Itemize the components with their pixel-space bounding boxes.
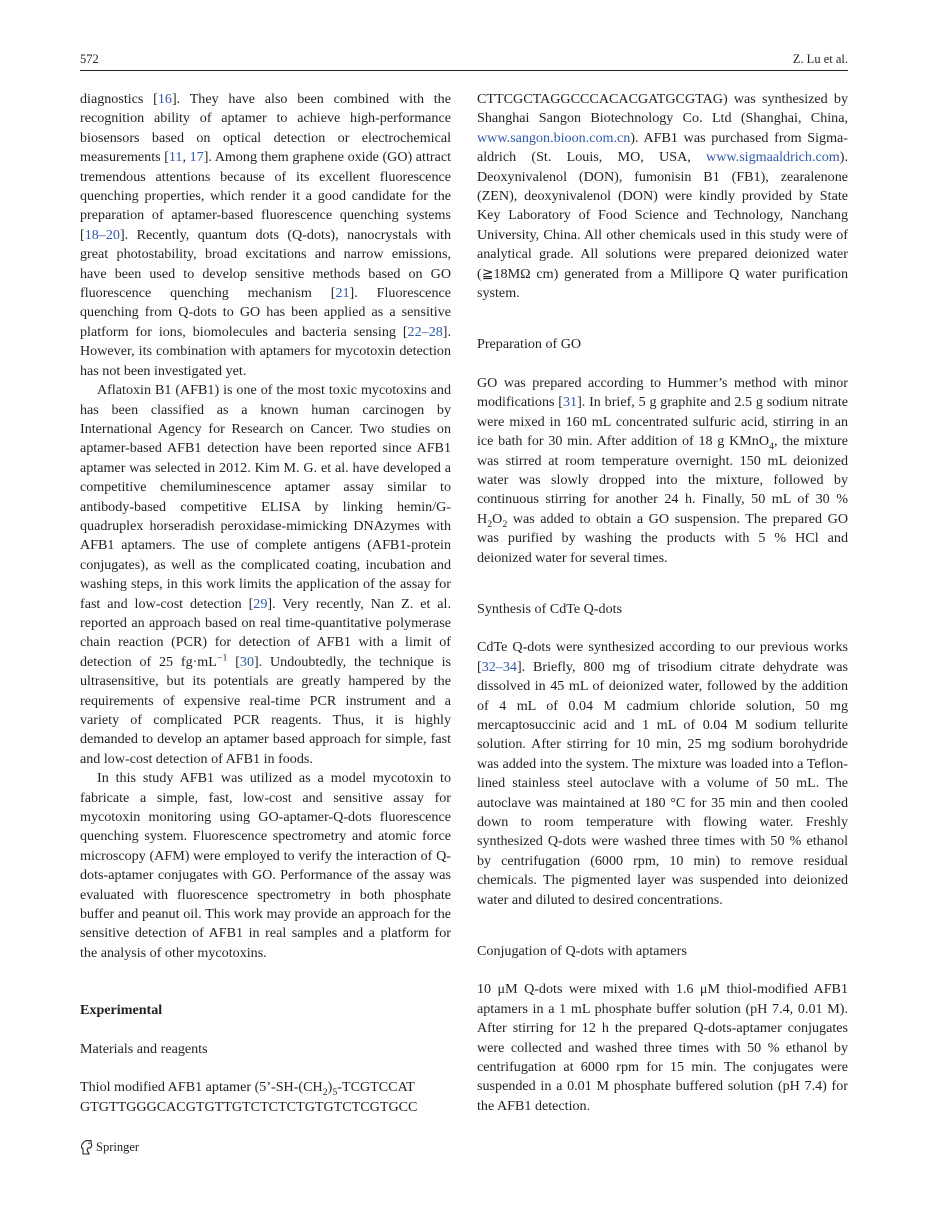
citation-link[interactable]: 18–20: [84, 226, 120, 243]
citation-link[interactable]: 32–34: [481, 658, 517, 675]
running-authors: Z. Lu et al.: [792, 52, 848, 66]
springer-horse-icon: [80, 1140, 93, 1155]
subsection-heading-conjugation: Conjugation of Q-dots with aptamers: [477, 943, 687, 960]
citation-link[interactable]: 11: [168, 149, 183, 166]
citation-link[interactable]: 16: [157, 91, 172, 107]
paragraph-conjugation: 10 μM Q-dots were mixed with 1.6 μM thiol-modified AFB1 aptamers in a 1 mL phosphate buffer solution (pH 7.4, 0.01 M). After stirring for 12 h the prepared Q-dots-aptamer conjugates were collected and washed three times with 50 % ethanol by centrifugation at 6000 rpm for 15 min. The conjugates were suspended in a 0.01 M phosphate buffered solution (pH 7.4) for the AFB1 detection.: [477, 981, 848, 1114]
website-link[interactable]: www.sangon.bioon.com.cn: [477, 129, 631, 146]
citation-link[interactable]: 29: [253, 595, 268, 612]
paragraph-intro-continued: diagnostics [16]. They have also been combined with the recognition ability of aptamer to achieve high-performance biosensors based on optical detection or electrochemical measurements [11, 17]. Among them graphene oxide (GO) attract tremendous attentions because of its excellent fluorescence quenching properties, which render it a good candidate for the preparation of aptamer-based fluorescence quenching systems [18–20]. Recently, quantum dots (Q-dots), nanocrystals with great photostability, broad excitations and narrow emissions, have been used to develop sensitive methods based on GO fluorescence quenching mechanism [21]. Fluorescence quenching from Q-dots to GO has been applied as a sensitive platform for ions, biomolecules and bacteria sensing [22–28]. However, its combination with aptamers for mycotoxin detection has not been investigated yet.: [80, 91, 452, 379]
paragraph-go: GO was prepared according to Hummer’s method with minor modifications [31]. In brief, 5 g graphite and 2.5 g sodium nitrate were mixed in 160 mL concentrated sulfuric acid, stirring in an ice bath for 30 min. After addition of 18 g KMnO$_4$, the mixture was stirred at room temperature overnight. 150 mL deionized water was slowly dropped into the mixture, followed by continuous stirring for another 24 h. Finally, 50 mL of 30 % $H_2O_2$ was added to obtain a GO suspension. The prepared GO was purified by washing the products with 5 % HCl and deionized water for several times.: [477, 374, 849, 566]
subsection-heading-materials: Materials and reagents: [80, 1040, 208, 1057]
publisher-name: Springer: [96, 1140, 140, 1154]
citation-link[interactable]: 21: [335, 285, 350, 302]
citation-link[interactable]: 17: [189, 149, 204, 166]
website-link[interactable]: www.sigmaaldrich.com: [706, 149, 840, 166]
page-number: 572: [80, 52, 99, 66]
subsection-heading-go: Preparation of GO: [477, 336, 582, 353]
paragraph-materials-continued: CTTCGCTAGGCCCACACGATGCGTAG) was synthesized by Shanghai Sangon Biotechnology Co. Ltd (Shanghai, China, www.sangon.bioon.com.cn). AFB1 was purchased from Sigma-aldrich (St. Louis, MO, USA, www.sigmaaldrich.com). Deoxynivalenol (DON), fumonisin B1 (FB1), zearalenone (ZEN), deoxynivalenol (DON) were kindly provided by State Key Laboratory of Food Science and Technology, Nanchang University, China. All other chemicals used in this study were of analytical grade. All solutions were prepared deionized water (≧18MΩ cm) generated from a Millipore Q water purification system.: [477, 91, 848, 302]
paragraph-cdte: CdTe Q-dots were synthesized according to our previous works [32–34]. Briefly, 800 mg of trisodium citrate dehydrate was dissolved in 45 mL of deionized water, followed by the addition of 4 mL of 0.04 M cadmium chloride solution, 50 mg mercaptosuccinic acid and 1 mL of 0.04 M sodium tellurite solution. After stirring for 10 min, 25 mg sodium borohydride was added into the system. The mixture was loaded into a Teflon-lined stainless steel autoclave with a volume of 50 mL. The autoclave was maintained at 180 °C for 35 min and then cooled down to room temperature with flowing water. Freshly synthesized Q-dots were washed three times with 50 % ethanol by centrifugation (6000 rpm, 10 min) to remove residual chemicals. The pigmented layer was suspended into deionized water and diluted to desired concentrations.: [477, 639, 848, 908]
left-column: [80, 90, 451, 1117]
section-heading-experimental: Experimental: [80, 1002, 163, 1019]
running-header: [80, 50, 848, 71]
right-column: [477, 90, 848, 1116]
citation-link[interactable]: 30: [239, 653, 254, 670]
paragraph-materials: Thiol modified AFB1 aptamer ($5’-SH-(CH_2)_5$-TCGTCCAT GTGTTGGGCACGTGTTGTCTCTCTGTGTCTCGTGCC: [80, 1079, 418, 1115]
paragraph-afb1: Aflatoxin B1 (AFB1) is one of the most toxic mycotoxins and has been classified as a known human carcinogen by International Agency for Research on Cancer. Two studies on aptamer-based AFB1 detection have been reported since AFB1 aptamer was selected in 2012. Kim M. G. et al. have developed a competitive chemiluminescence aptamer assay similar to antibody-based competitive ELISA by linking hemin/G-quadruplex horseradish peroxidase-mimicking DNAzymes with AFB1 aptamers. The use of complete antigens (AFB1-protein conjugates), as well as the complicated coating, incubation and washing steps, in this work limits the application of the assay for fast and low-cost detection [29]. Very recently, Nan Z. et al. reported an approach based on real time-quantitative polymerase chain reaction (PCR) for detection of AFB1 with a limit of detection of 25 $fg\cdot mL^{-1}$ [30]. Undoubtedly, the technique is ultrasensitive, but its potentials are greatly hampered by the requirements of expensive real-time PCR instrument and a variety of complicated PCR reagents. Thus, it is highly demanded to develop an aptamer based approach for simple, fast and low-cost detection of AFB1 in foods.: [80, 382, 451, 767]
paragraph-this-study: In this study AFB1 was utilized as a model mycotoxin to fabricate a simple, fast, low-cost and sensitive assay for mycotoxin monitoring using GO-aptamer-Q-dots fluorescence quenching system. Fluorescence spectrometry and atomic force microscopy (AFM) were employed to verify the interaction of Q-dots-aptamer conjugates with GO. Performance of the assay was evaluated with fluorescence spectrometry in both phosphate buffer and peanut oil. This work may provide an approach for the sensitive detection of AFB1 in real samples and a platform for the analysis of other mycotoxins.: [80, 770, 451, 961]
citation-link[interactable]: 31: [563, 394, 578, 411]
citation-link[interactable]: 22–28: [407, 323, 443, 340]
footer: [80, 1140, 139, 1155]
subsection-heading-cdte: Synthesis of CdTe Q-dots: [477, 600, 623, 617]
